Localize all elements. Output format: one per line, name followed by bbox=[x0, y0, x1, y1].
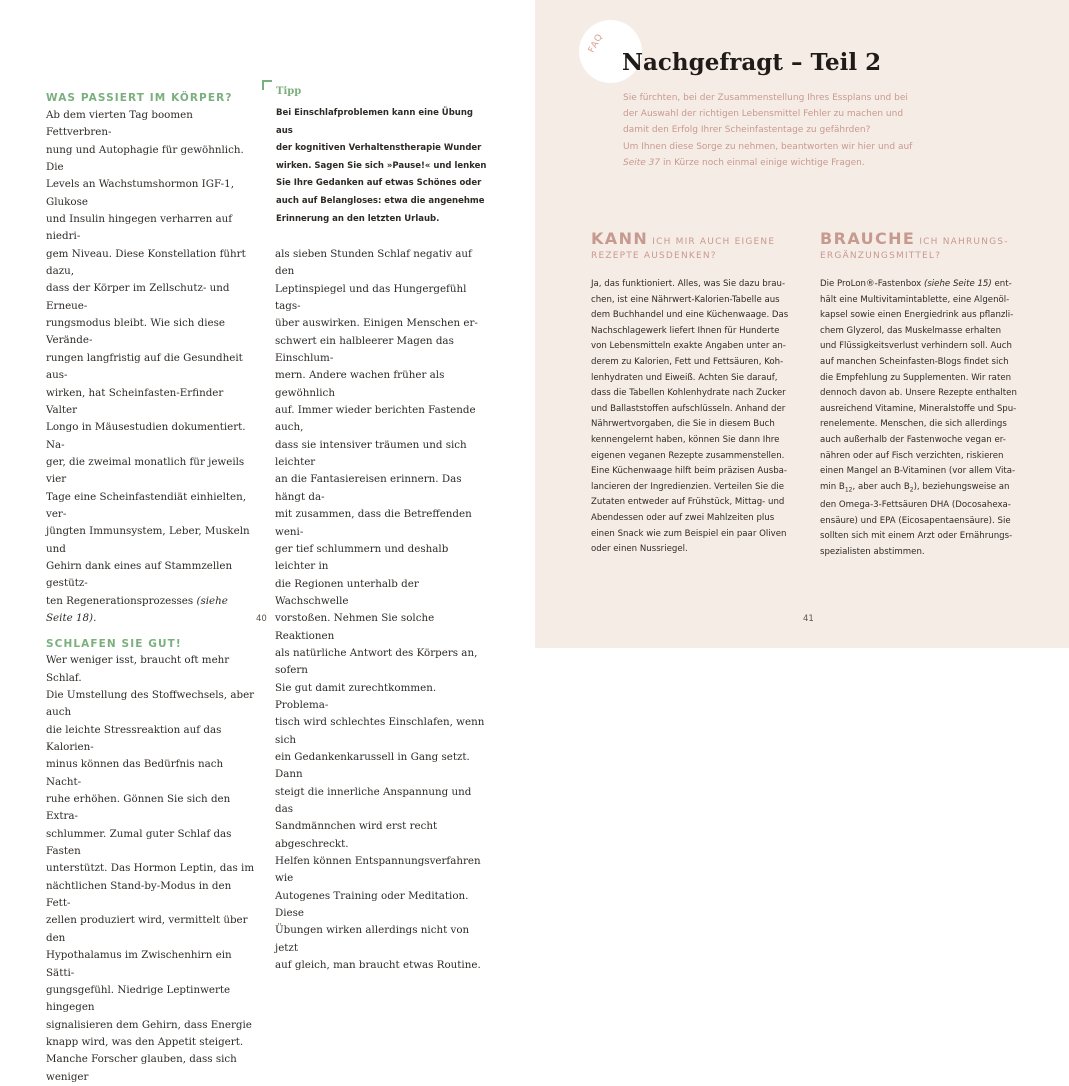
page-number-left: 40 bbox=[256, 614, 267, 624]
left-column-2: als sieben Stunden Schlaf negativ auf den Leptinspiegel und das Hungergefühl tags- über auswirken. Einigen Menschen er- schwert ein halbleerer Magen das Einschlum- mern. Andere wachen früher als gewöhnlich auf. Immer wieder berichten Fastende auch, dass sie intensiver träumen und sich leichter an die Fantasiereisen erinnern. Das hängt da- mit zusammen, dass die Betreffenden weni- ger tief schlummern und deshalb leichter in die Regionen unterhalb der Wachschwelle vorstoßen. Nehmen Sie solche Reaktionen als natürliche Antwort des Körpers an, sofern Sie gut damit zurechtkommen. Problema- tisch wird schlechtes Einschlafen, wenn sich ein Gedankenkarussell in Gang setzt. Dann steigt die innerliche Anspannung und das Sandmännchen wird erst recht abgeschreckt. Helfen können Entspannungsverfahren wie Autogenes Training oder Meditation. Diese Übungen wirken allerdings nicht von jetzt auf gleich, man braucht etwas Routine. bbox=[275, 248, 485, 972]
question-heading-1: KANN ICH MIR AUCH EIGENE REZEPTE AUSDENKEN? bbox=[591, 229, 776, 261]
heading-schlafen: SCHLAFEN SIE GUT! bbox=[46, 638, 182, 651]
left-column-1 bbox=[46, 91, 256, 1086]
page-title: Nachgefragt – Teil 2 bbox=[622, 49, 882, 76]
tip-bracket-icon bbox=[262, 80, 272, 90]
answer-1: Ja, das funktioniert. Alles, was Sie dazu brau- chen, ist eine Nährwert-Kalorien-Tabelle aus dem Buchhandel und eine Küchenwaage. Das Nachschlagewerk liefert Ihnen für Hunderte von Lebensmitteln exakte Angaben unter an- derem zu Kalorien, Fett und Fettsäuren, Koh- lenhydraten und Eiweiß. Achten Sie darauf, dass die Tabellen Kohlenhydrate nach Zucker und Ballaststoffen aufschlüsseln. Anhand der Nährwertvorgaben, die Sie in diesem Buch kennengelernt haben, können Sie dann Ihre eigenen veganen Rezepte zusammenstellen. Eine Küchenwaage hilft beim präzisen Ausba- lancieren der Ingredienzien. Verteilen Sie die Zutaten entweder auf Frühstück, Mittag- und Abendessen oder auf zwei Mahlzeiten plus einen Snack wie zum Beispiel ein paar Oliven oder einen Nussriegel. bbox=[591, 279, 789, 555]
right-page bbox=[535, 0, 1069, 648]
intro-text: Sie fürchten, bei der Zusammenstellung Ihres Essplans und bei der Auswahl der richtigen Lebensmittel Fehler zu machen und damit den Erfolg Ihrer Scheinfastentage zu gefährden? Um Ihnen diese Sorge zu nehmen, beantworten wir hier und auf Seite 37 in Kürze noch einmal einige wichtige Fragen. bbox=[623, 93, 913, 168]
left-page bbox=[0, 0, 535, 1083]
paragraph-schlafen: Wer weniger isst, braucht oft mehr Schlaf. Die Umstellung des Stoffwechsels, aber auch die leichte Stressreaktion auf das Kalorien- minus können das Bedürfnis nach Nacht- ruhe erhöhen. Gönnen Sie sich den Extra- schlummer. Zumal guter Schlaf das Fasten unterstützt. Das Hormon Leptin, das im nächtlichen Stand-by-Modus in den Fett- zellen produziert wird, vermittelt über den Hypothalamus im Zwischenhirn ein Sätti- gungsgefühl. Niedrige Leptinwerte hingegen signalisieren dem Gehirn, dass Energie knapp wird, was den Appetit steigert. Manche Forscher glauben, dass sich weniger bbox=[46, 654, 255, 1083]
answer-2: Die ProLon®-Fastenbox (siehe Seite 15) ent- hält eine Multivitamintablette, eine Algenöl- kapsel sowie einen Energiedrink aus pflanzli- chem Glyzerol, das Muskelmasse erhalten und Flüssigkeitsverlust verhindern soll. Auch auf manchen Scheinfasten-Blogs findet sich die Empfehlung zu Supplementen. Wir raten dennoch davon ab. Unsere Rezepte enthalten ausreichend Vitamine, Mineralstoffe und Spu- renelemente. Menschen, die sich allerdings auch außerhalb der Fastenwoche vegan er- nähren oder auf Fisch verzichten, riskieren einen Mangel an B-Vitaminen (vor allem Vita- $\min B_{12}$, aber auch $B_2$), beziehungsweise an den Omega-3-Fettsäuren DHA (Docosahexa- ensäure) und EPA (Eicosapentaensäure). Sie sollten sich mit einem Arzt oder Ernährungs- spezialisten abstimmen. bbox=[820, 279, 1017, 557]
paragraph-koerper: Ab dem vierten Tag boomen Fettverbren- nung und Autophagie für gewöhnlich. Die Levels an Wachstumshormon IGF-1, Glukose und Insulin hingegen verharren auf niedri- gem Niveau. Diese Konstellation führt dazu, dass der Körper im Zellschutz- und Erneue- rungsmodus bleibt. Wie sich diese Verände- rungen langfristig auf die Gesundheit aus- wirken, hat Scheinfasten-Erfinder Valter Longo in Mäusestudien dokumentiert. Na- ger, die zweimal monatlich für jeweils vier Tage eine Scheinfastendiät einhielten, ver- jüngten Immunsystem, Leber, Muskeln und Gehirn dank eines auf Stammzellen gestütz- ten Regenerationsprozesses (siehe Seite 18). bbox=[46, 109, 250, 624]
tip-label: Tipp bbox=[276, 86, 302, 97]
heading-koerper: WAS PASSIERT IM KÖRPER? bbox=[46, 92, 233, 104]
page-number-right: 41 bbox=[803, 614, 814, 624]
tip-text: Bei Einschlafproblemen kann eine Übung aus der kognitiven Verhaltenstherapie Wunder wirken. Sagen Sie sich »Pause!« und lenken Sie Ihre Gedanken auf etwas Schönes oder auch auf Belangloses: etwa die angenehme Erinnerung an den letzten Urlaub. bbox=[276, 108, 487, 224]
question-heading-2: BRAUCHE ICH NAHRUNGS- ERGÄNZUNGSMITTEL? bbox=[820, 229, 1009, 261]
faq-label: FAQ bbox=[587, 31, 606, 55]
